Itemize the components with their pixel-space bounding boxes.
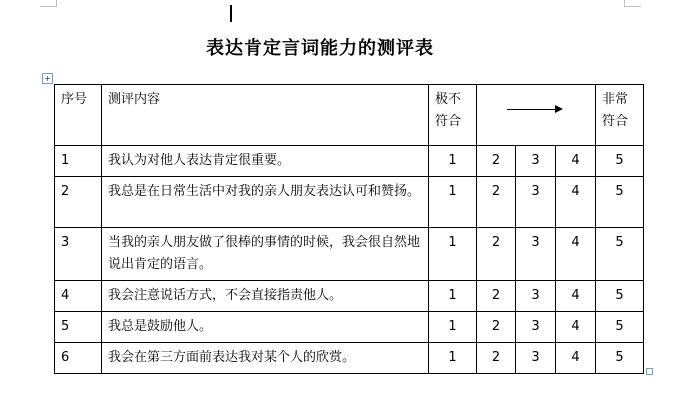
table-row: [55, 343, 644, 374]
score-1: 1: [429, 228, 477, 281]
table-row: [55, 312, 644, 343]
right-arrow-icon: [483, 89, 589, 141]
score-1: 1: [429, 343, 477, 374]
score-4: 4: [556, 146, 596, 177]
score-4: 4: [556, 177, 596, 228]
score-2: 2: [477, 146, 516, 177]
score-5: 5: [596, 228, 644, 281]
score-2: 2: [477, 312, 516, 343]
score-5: 5: [596, 281, 644, 312]
score-4: 4: [556, 228, 596, 281]
row-index: 3: [55, 228, 102, 281]
score-5: 5: [596, 146, 644, 177]
score-5: 5: [596, 343, 644, 374]
header-high: [596, 85, 644, 146]
table-row: [55, 228, 644, 281]
score-5: 5: [596, 312, 644, 343]
table-header-row: [55, 85, 644, 146]
score-1: 1: [429, 146, 477, 177]
row-index: 1: [55, 146, 102, 177]
header-low: [429, 85, 477, 146]
header-index: 序号: [55, 85, 102, 146]
row-index: 2: [55, 177, 102, 228]
score-3: 3: [516, 146, 556, 177]
score-4: 4: [556, 343, 596, 374]
score-4: 4: [556, 312, 596, 343]
header-high-label: 非常 符合: [602, 92, 629, 129]
table-row: [55, 177, 644, 228]
page-corner-mark-left: [40, 0, 57, 7]
document-title: 表达肯定言词能力的测评表: [206, 38, 434, 59]
row-content: 我总是在日常生活中对我的亲人朋友表达认可和赞扬。: [102, 177, 429, 228]
evaluation-table: [54, 84, 644, 374]
score-5: 5: [596, 177, 644, 228]
row-content: 我总是鼓励他人。: [102, 312, 429, 343]
table-row: [55, 281, 644, 312]
table-move-handle-icon[interactable]: +: [42, 73, 53, 84]
score-2: 2: [477, 343, 516, 374]
row-content: 当我的亲人朋友做了很棒的事情的时候，我会很自然地说出肯定的语言。: [102, 228, 429, 281]
header-content: 测评内容: [102, 85, 429, 146]
score-1: 1: [429, 177, 477, 228]
row-content: 我会注意说话方式，不会直接指责他人。: [102, 281, 429, 312]
header-low-label: 极不 符合: [435, 92, 462, 129]
score-2: 2: [477, 228, 516, 281]
score-4: 4: [556, 281, 596, 312]
score-3: 3: [516, 312, 556, 343]
score-3: 3: [516, 281, 556, 312]
score-1: 1: [429, 281, 477, 312]
row-index: 6: [55, 343, 102, 374]
score-3: 3: [516, 343, 556, 374]
score-2: 2: [477, 281, 516, 312]
row-content: 我认为对他人表达肯定很重要。: [102, 146, 429, 177]
page-corner-mark-right: [624, 0, 641, 7]
header-arrow-cell: [477, 85, 596, 146]
row-content: 我会在第三方面前表达我对某个人的欣赏。: [102, 343, 429, 374]
row-index: 5: [55, 312, 102, 343]
score-1: 1: [429, 312, 477, 343]
table-row: [55, 146, 644, 177]
score-3: 3: [516, 228, 556, 281]
score-3: 3: [516, 177, 556, 228]
text-cursor: [230, 5, 232, 22]
row-index: 4: [55, 281, 102, 312]
table-resize-handle[interactable]: [646, 368, 653, 375]
score-2: 2: [477, 177, 516, 228]
